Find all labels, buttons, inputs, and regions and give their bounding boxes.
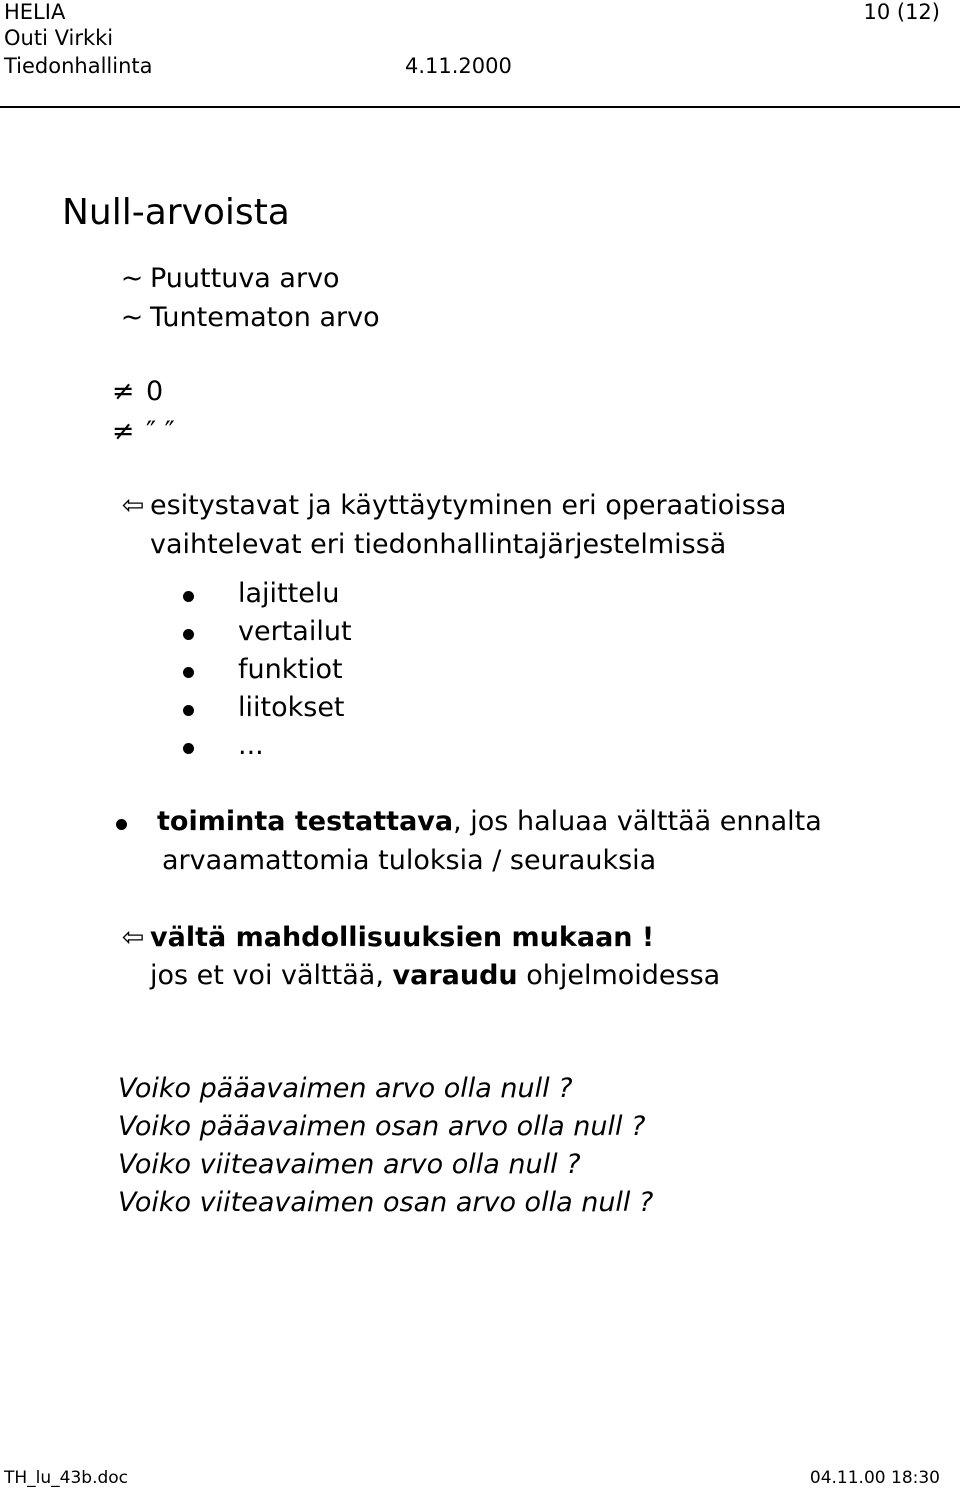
bullet-icon	[116, 819, 127, 830]
header-divider	[0, 106, 960, 108]
bullet-icon	[183, 743, 194, 754]
not-equal-value: ″ ″	[146, 416, 175, 447]
arrow-note-text: esitystavat ja käyttäytyminen eri operaatioissa	[150, 490, 787, 521]
header-course: Tiedonhallinta	[4, 54, 153, 78]
bullet-item: vertailut	[238, 616, 352, 647]
footer-timestamp: 04.11.00 18:30	[809, 1468, 940, 1488]
tilde-item-label: Tuntematon arvo	[150, 302, 380, 333]
bullet-icon	[183, 705, 194, 716]
testing-note-rest: , jos haluaa välttää ennalta	[453, 806, 822, 837]
tilde-item	[118, 263, 340, 295]
header-org: HELIA	[4, 0, 66, 24]
bullet-item: ...	[238, 730, 264, 761]
not-equal-icon: ≠	[111, 416, 135, 447]
not-equal-item	[108, 376, 163, 408]
arrow-note-line	[118, 490, 786, 522]
not-equal-icon: ≠	[111, 376, 135, 407]
testing-note-continuation: arvaamattomia tuloksia / seurauksia	[162, 845, 657, 876]
testing-note-line	[157, 806, 822, 838]
avoid-note-continuation	[150, 960, 720, 992]
arrow-note-continuation: vaihtelevat eri tiedonhallintajärjestelmissä	[150, 529, 727, 560]
question-line: Voiko pääavaimen osan arvo olla null ?	[118, 1111, 646, 1142]
avoid-note-line	[118, 922, 654, 954]
left-arrow-icon: ⇦	[121, 922, 145, 953]
tilde-item-label: Puuttuva arvo	[150, 263, 340, 294]
tilde-item	[118, 302, 380, 334]
bullet-icon	[183, 629, 194, 640]
footer-filename: TH_lu_43b.doc	[4, 1468, 129, 1488]
avoid-note-text: ohjelmoidessa	[517, 960, 721, 991]
not-equal-item	[108, 416, 175, 448]
header-page-number: 10 (12)	[863, 0, 940, 24]
not-equal-value: 0	[146, 376, 164, 407]
bullet-item: lajittelu	[238, 578, 340, 609]
bullet-icon	[183, 667, 194, 678]
header-date: 4.11.2000	[405, 54, 512, 78]
bullet-icon	[183, 591, 194, 602]
question-line: Voiko pääavaimen arvo olla null ?	[118, 1073, 573, 1104]
testing-note-bold: toiminta testattava	[157, 806, 454, 837]
header-author: Outi Virkki	[4, 26, 114, 50]
bullet-item: funktiot	[238, 654, 343, 685]
tilde-icon: ~	[120, 263, 144, 294]
left-arrow-icon: ⇦	[121, 490, 145, 521]
avoid-note-text: jos et voi välttää,	[150, 960, 393, 991]
question-line: Voiko viiteavaimen arvo olla null ?	[118, 1149, 581, 1180]
avoid-note-bold: vältä mahdollisuuksien mukaan !	[150, 922, 655, 953]
bullet-item: liitokset	[238, 692, 345, 723]
tilde-icon: ~	[120, 302, 144, 333]
page-title: Null-arvoista	[62, 192, 290, 233]
avoid-note-emphasis: varaudu	[392, 960, 518, 991]
question-line: Voiko viiteavaimen osan arvo olla null ?	[118, 1187, 654, 1218]
